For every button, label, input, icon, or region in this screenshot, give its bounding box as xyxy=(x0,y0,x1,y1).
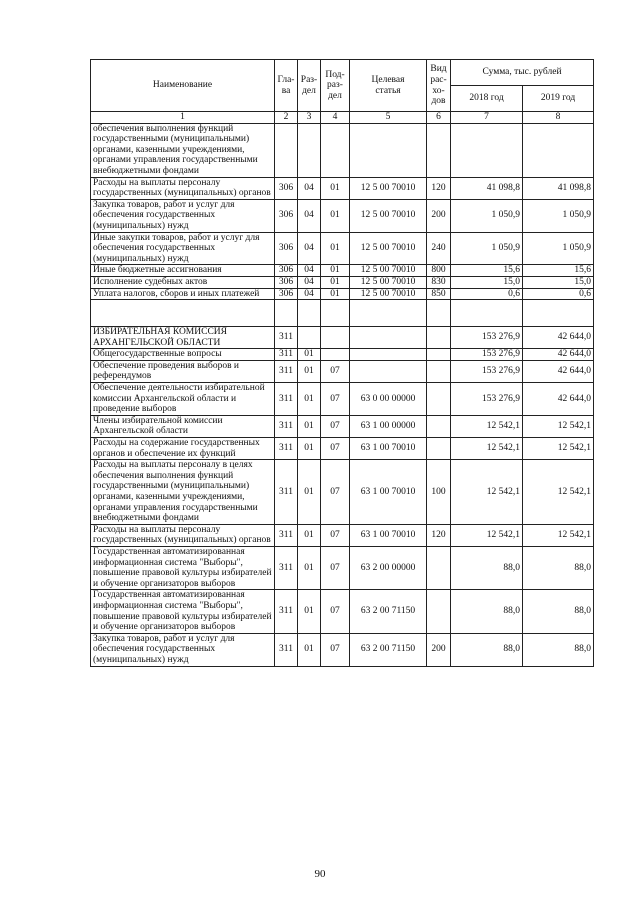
row-sum-2018: 88,0 xyxy=(451,590,523,633)
table-row xyxy=(91,349,594,361)
row-sum-2019: 88,0 xyxy=(523,590,594,633)
header-glava: Гла- ва xyxy=(275,60,298,112)
row-vid xyxy=(427,590,451,633)
row-sum-2019 xyxy=(523,123,594,177)
row-celevaya: 63 1 00 00000 xyxy=(350,415,427,437)
row-podrazdel: 07 xyxy=(321,524,350,546)
header-podrazdel: Под- раз- дел xyxy=(321,60,350,112)
header-2018: 2018 год xyxy=(451,86,523,112)
row-razdel: 04 xyxy=(298,276,321,288)
row-razdel: 04 xyxy=(298,288,321,300)
column-number: 5 xyxy=(350,112,427,124)
row-name: Государственная автоматизированная информационная система "Выборы", повышение правовой культуры избирателей и обучение организаторов выборов xyxy=(91,546,275,589)
row-glava: 306 xyxy=(275,276,298,288)
row-sum-2018: 12 542,1 xyxy=(451,524,523,546)
row-glava: 311 xyxy=(275,590,298,633)
header-summa: Сумма, тыс. рублей xyxy=(451,60,594,86)
row-sum-2018 xyxy=(451,123,523,177)
table-row xyxy=(91,177,594,199)
row-glava xyxy=(275,123,298,177)
row-sum-2019: 88,0 xyxy=(523,633,594,666)
row-celevaya: 63 2 00 71150 xyxy=(350,590,427,633)
row-vid: 850 xyxy=(427,288,451,300)
row-vid xyxy=(427,123,451,177)
row-glava: 311 xyxy=(275,633,298,666)
row-sum-2019: 12 542,1 xyxy=(523,415,594,437)
row-podrazdel: 07 xyxy=(321,460,350,525)
row-name: Исполнение судебных актов xyxy=(91,276,275,288)
row-sum-2019: 41 098,8 xyxy=(523,177,594,199)
row-sum-2018: 88,0 xyxy=(451,546,523,589)
row-sum-2018: 153 276,9 xyxy=(451,327,523,349)
row-vid xyxy=(427,438,451,460)
table-row xyxy=(91,590,594,633)
row-glava: 311 xyxy=(275,383,298,416)
row-celevaya: 63 1 00 70010 xyxy=(350,438,427,460)
row-podrazdel xyxy=(321,300,350,327)
table-row xyxy=(91,276,594,288)
row-glava: 306 xyxy=(275,177,298,199)
row-celevaya: 63 2 00 71150 xyxy=(350,633,427,666)
row-podrazdel: 01 xyxy=(321,177,350,199)
column-number: 8 xyxy=(523,112,594,124)
row-vid: 120 xyxy=(427,524,451,546)
column-number: 2 xyxy=(275,112,298,124)
row-razdel: 01 xyxy=(298,546,321,589)
row-vid xyxy=(427,546,451,589)
row-podrazdel: 01 xyxy=(321,276,350,288)
row-razdel: 04 xyxy=(298,199,321,232)
row-podrazdel: 01 xyxy=(321,232,350,265)
row-vid: 200 xyxy=(427,199,451,232)
row-glava: 311 xyxy=(275,546,298,589)
column-number: 4 xyxy=(321,112,350,124)
row-celevaya: 12 5 00 70010 xyxy=(350,199,427,232)
row-sum-2018: 153 276,9 xyxy=(451,349,523,361)
table-row xyxy=(91,438,594,460)
row-vid xyxy=(427,349,451,361)
table-row xyxy=(91,232,594,265)
row-sum-2019: 12 542,1 xyxy=(523,524,594,546)
row-glava: 306 xyxy=(275,199,298,232)
page-number: 90 xyxy=(314,868,326,880)
table-row xyxy=(91,199,594,232)
row-sum-2018: 1 050,9 xyxy=(451,199,523,232)
table-row xyxy=(91,415,594,437)
row-name: ИЗБИРАТЕЛЬНАЯ КОМИССИЯ АРХАНГЕЛЬСКОЙ ОБЛАСТИ xyxy=(91,327,275,349)
row-name: Расходы на выплаты персоналу государственных (муниципальных) органов xyxy=(91,177,275,199)
row-sum-2018: 153 276,9 xyxy=(451,360,523,382)
row-podrazdel xyxy=(321,349,350,361)
row-razdel: 01 xyxy=(298,460,321,525)
row-podrazdel: 07 xyxy=(321,360,350,382)
row-sum-2018: 153 276,9 xyxy=(451,383,523,416)
column-number: 3 xyxy=(298,112,321,124)
row-celevaya: 63 1 00 70010 xyxy=(350,460,427,525)
row-razdel: 01 xyxy=(298,590,321,633)
row-razdel xyxy=(298,300,321,327)
row-podrazdel xyxy=(321,327,350,349)
row-podrazdel: 07 xyxy=(321,633,350,666)
row-vid xyxy=(427,360,451,382)
row-sum-2018: 12 542,1 xyxy=(451,438,523,460)
row-sum-2018: 12 542,1 xyxy=(451,460,523,525)
row-glava: 306 xyxy=(275,232,298,265)
row-razdel xyxy=(298,327,321,349)
header-2019: 2019 год xyxy=(523,86,594,112)
row-name: Закупка товаров, работ и услуг для обеспечения государственных (муниципальных) нужд xyxy=(91,633,275,666)
row-name: Обеспечение проведения выборов и референдумов xyxy=(91,360,275,382)
row-celevaya xyxy=(350,300,427,327)
row-celevaya: 12 5 00 70010 xyxy=(350,276,427,288)
row-podrazdel: 07 xyxy=(321,383,350,416)
row-sum-2018: 0,6 xyxy=(451,288,523,300)
column-number-row xyxy=(91,112,594,124)
row-sum-2018: 1 050,9 xyxy=(451,232,523,265)
row-name: Общегосударственные вопросы xyxy=(91,349,275,361)
table-body xyxy=(91,112,594,667)
row-celevaya: 12 5 00 70010 xyxy=(350,288,427,300)
table-row xyxy=(91,546,594,589)
row-name: Закупка товаров, работ и услуг для обеспечения государственных (муниципальных) нужд xyxy=(91,199,275,232)
row-celevaya xyxy=(350,349,427,361)
row-celevaya: 63 1 00 70010 xyxy=(350,524,427,546)
row-glava: 311 xyxy=(275,360,298,382)
row-vid xyxy=(427,415,451,437)
row-glava xyxy=(275,300,298,327)
column-number: 6 xyxy=(427,112,451,124)
row-celevaya xyxy=(350,123,427,177)
table-row xyxy=(91,360,594,382)
row-name: Расходы на содержание государственных органов и обеспечение их функций xyxy=(91,438,275,460)
row-razdel: 01 xyxy=(298,633,321,666)
row-podrazdel: 07 xyxy=(321,590,350,633)
row-razdel: 01 xyxy=(298,349,321,361)
row-podrazdel: 07 xyxy=(321,438,350,460)
column-number: 1 xyxy=(91,112,275,124)
row-sum-2019: 42 644,0 xyxy=(523,383,594,416)
row-sum-2019: 42 644,0 xyxy=(523,360,594,382)
table-row xyxy=(91,288,594,300)
row-podrazdel: 07 xyxy=(321,415,350,437)
row-podrazdel: 07 xyxy=(321,546,350,589)
row-celevaya: 63 0 00 00000 xyxy=(350,383,427,416)
row-glava: 311 xyxy=(275,438,298,460)
row-razdel: 01 xyxy=(298,438,321,460)
row-sum-2019: 0,6 xyxy=(523,288,594,300)
row-razdel: 01 xyxy=(298,415,321,437)
row-celevaya: 12 5 00 70010 xyxy=(350,177,427,199)
row-glava: 311 xyxy=(275,349,298,361)
row-name: Иные бюджетные ассигнования xyxy=(91,265,275,277)
row-sum-2019: 1 050,9 xyxy=(523,232,594,265)
row-razdel: 01 xyxy=(298,524,321,546)
header-vid: Вид рас- хо- дов xyxy=(427,60,451,112)
row-name: Государственная автоматизированная информационная система "Выборы", повышение правовой культуры избирателей и обучение организаторов выборов xyxy=(91,590,275,633)
row-name: Иные закупки товаров, работ и услуг для обеспечения государственных (муниципальных) нужд xyxy=(91,232,275,265)
header-name: Наименование xyxy=(91,60,275,112)
row-sum-2019 xyxy=(523,300,594,327)
row-vid: 830 xyxy=(427,276,451,288)
column-number: 7 xyxy=(451,112,523,124)
row-vid: 240 xyxy=(427,232,451,265)
row-podrazdel xyxy=(321,123,350,177)
row-sum-2019: 15,0 xyxy=(523,276,594,288)
row-sum-2018: 12 542,1 xyxy=(451,415,523,437)
row-sum-2018: 41 098,8 xyxy=(451,177,523,199)
row-podrazdel: 01 xyxy=(321,265,350,277)
table-row xyxy=(91,265,594,277)
row-sum-2019: 42 644,0 xyxy=(523,349,594,361)
row-glava: 311 xyxy=(275,460,298,525)
row-razdel xyxy=(298,123,321,177)
row-name: Уплата налогов, сборов и иных платежей xyxy=(91,288,275,300)
row-sum-2019: 12 542,1 xyxy=(523,438,594,460)
table-row xyxy=(91,460,594,525)
table-row xyxy=(91,327,594,349)
row-vid: 120 xyxy=(427,177,451,199)
row-sum-2019: 1 050,9 xyxy=(523,199,594,232)
row-name: Расходы на выплаты персоналу государственных (муниципальных) органов xyxy=(91,524,275,546)
row-sum-2019: 15,6 xyxy=(523,265,594,277)
row-sum-2019: 88,0 xyxy=(523,546,594,589)
row-celevaya: 63 2 00 00000 xyxy=(350,546,427,589)
row-glava: 311 xyxy=(275,327,298,349)
row-sum-2018 xyxy=(451,300,523,327)
row-razdel: 04 xyxy=(298,232,321,265)
table-row xyxy=(91,123,594,177)
header-razdel: Раз- дел xyxy=(298,60,321,112)
row-vid: 200 xyxy=(427,633,451,666)
row-name xyxy=(91,300,275,327)
row-glava: 306 xyxy=(275,265,298,277)
table-row xyxy=(91,633,594,666)
row-celevaya xyxy=(350,327,427,349)
row-sum-2019: 42 644,0 xyxy=(523,327,594,349)
row-name: Расходы на выплаты персоналу в целях обеспечения выполнения функций государственными (муниципальными) органами, казенными учреждениями, органами управления государственными внебюджетными фондами xyxy=(91,460,275,525)
row-sum-2019: 12 542,1 xyxy=(523,460,594,525)
budget-table xyxy=(90,59,594,667)
row-glava: 311 xyxy=(275,415,298,437)
table-row xyxy=(91,524,594,546)
row-podrazdel: 01 xyxy=(321,199,350,232)
row-razdel: 04 xyxy=(298,177,321,199)
row-glava: 306 xyxy=(275,288,298,300)
row-celevaya: 12 5 00 70010 xyxy=(350,232,427,265)
row-celevaya: 12 5 00 70010 xyxy=(350,265,427,277)
row-celevaya xyxy=(350,360,427,382)
row-vid xyxy=(427,300,451,327)
row-sum-2018: 15,0 xyxy=(451,276,523,288)
row-razdel: 01 xyxy=(298,383,321,416)
table-row xyxy=(91,300,594,327)
row-vid: 100 xyxy=(427,460,451,525)
row-podrazdel: 01 xyxy=(321,288,350,300)
row-name: Члены избирательной комиссии Архангельской области xyxy=(91,415,275,437)
row-vid: 800 xyxy=(427,265,451,277)
row-glava: 311 xyxy=(275,524,298,546)
row-vid xyxy=(427,383,451,416)
row-vid xyxy=(427,327,451,349)
row-name: Обеспечение деятельности избирательной комиссии Архангельской области и проведение выборов xyxy=(91,383,275,416)
row-razdel: 01 xyxy=(298,360,321,382)
row-razdel: 04 xyxy=(298,265,321,277)
row-sum-2018: 15,6 xyxy=(451,265,523,277)
header-celevaya: Целевая статья xyxy=(350,60,427,112)
row-name: обеспечения выполнения функций государственными (муниципальными) органами, казенными учреждениями, органами управления государственными внебюджетными фондами xyxy=(91,123,275,177)
table-row xyxy=(91,383,594,416)
row-sum-2018: 88,0 xyxy=(451,633,523,666)
